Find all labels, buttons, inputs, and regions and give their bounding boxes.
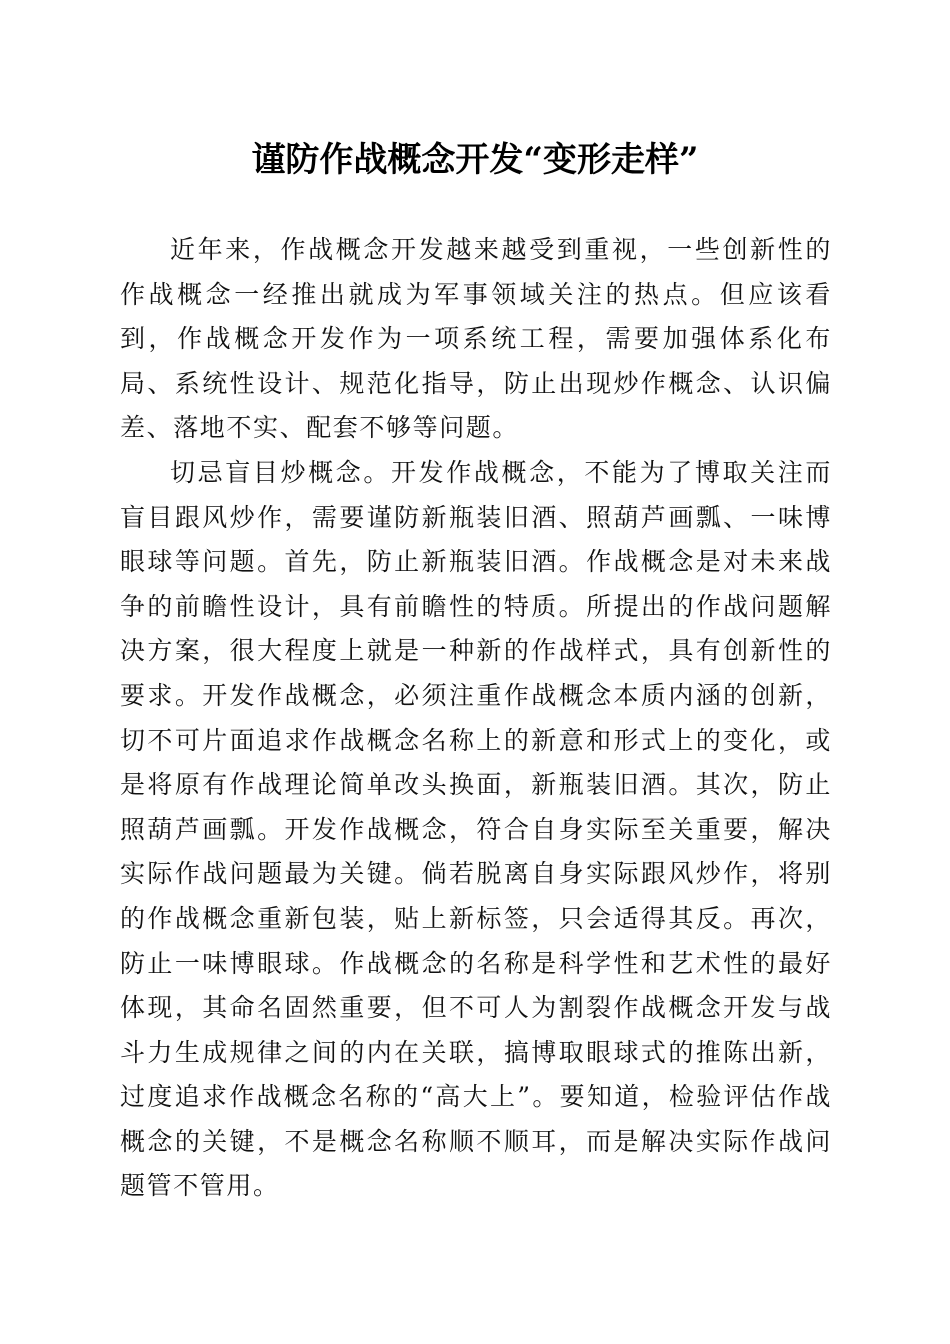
document-body: [120, 228, 832, 1209]
paragraph-hype-concepts: 切忌盲目炒概念。开发作战概念，不能为了博取关注而盲目跟风炒作，需要谨防新瓶装旧酒、照葫芦画瓢、一味博眼球等问题。首先，防止新瓶装旧酒。作战概念是对未来战争的前瞻性设计，具有前瞻性的特质。所提出的作战问题解决方案，很大程度上就是一种新的作战样式，具有创新性的要求。开发作战概念，必须注重作战概念本质内涵的创新，切不可片面追求作战概念名称上的新意和形式上的变化，或是将原有作战理论简单改头换面，新瓶装旧酒。其次，防止照葫芦画瓢。开发作战概念，符合自身实际至关重要，解决实际作战问题最为关键。倘若脱离自身实际跟风炒作，将别的作战概念重新包装，贴上新标签，只会适得其反。再次，防止一味博眼球。作战概念的名称是科学性和艺术性的最好体现，其命名固然重要，但不可人为割裂作战概念开发与战斗力生成规律之间的内在关联，搞博取眼球式的推陈出新，过度追求作战概念名称的“高大上”。要知道，检验评估作战概念的关键，不是概念名称顺不顺耳，而是解决实际作战问题管不管用。: [120, 457, 832, 1201]
paragraph-intro: 近年来，作战概念开发越来越受到重视，一些创新性的作战概念一经推出就成为军事领域关注的热点。但应该看到，作战概念开发作为一项系统工程，需要加强体系化布局、系统性设计、规范化指导，防止出现炒作概念、认识偏差、落地不实、配套不够等问题。: [120, 235, 832, 443]
document-title: 谨防作战概念开发“变形走样”: [251, 140, 699, 180]
